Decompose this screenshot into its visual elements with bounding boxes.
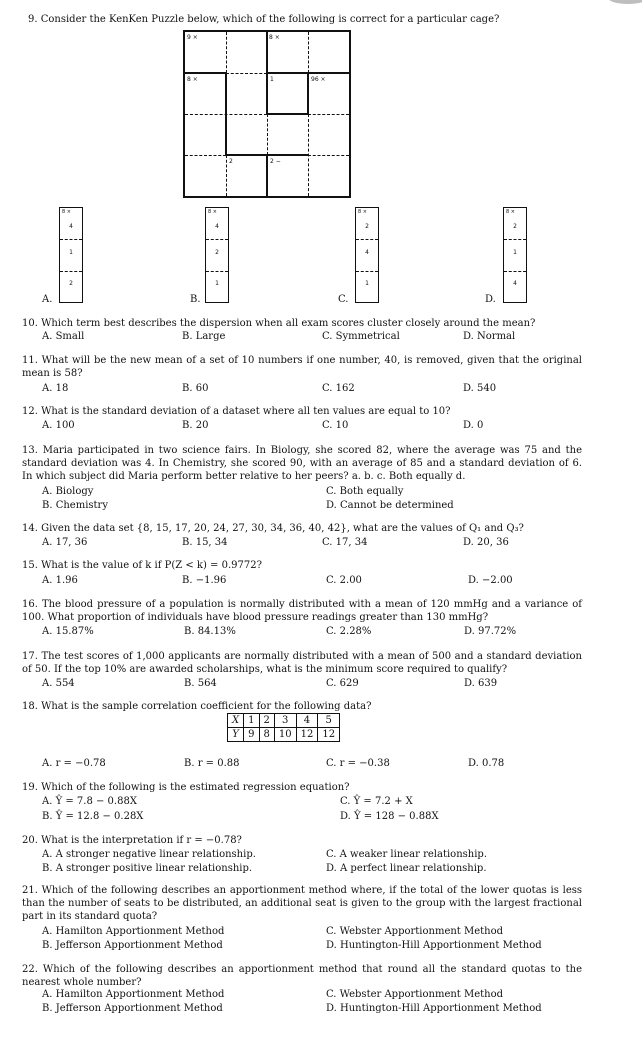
q20-text: 20. What is the interpretation if r = −0.78? [22, 835, 242, 846]
q15-option-c: C. 2.00 [326, 575, 362, 586]
cage-label: 8 × [187, 76, 198, 83]
option-letter: D. [485, 294, 496, 305]
table-header-y: Y [228, 728, 244, 742]
q12-option-c: C. 10 [322, 420, 349, 431]
q14-option-b: B. 15, 34 [182, 537, 228, 548]
q21-option-d: D. Huntington-Hill Apportionment Method [326, 940, 542, 951]
cage-label: 8 × [208, 209, 217, 215]
q13-option-c: C. Both equally [326, 486, 404, 497]
table-header-x: X [228, 714, 244, 728]
cage-value: 2 [365, 223, 369, 230]
option-letter: B. [190, 294, 201, 305]
q13-option-a: A. Biology [42, 486, 94, 497]
q10-text: 10. Which term best describes the dispersion when all exam scores cluster closely around the mean? [22, 318, 536, 329]
q15-option-d: D. −2.00 [468, 575, 513, 586]
q22-option-a: A. Hamilton Apportionment Method [42, 989, 225, 1000]
q11-option-d: D. 540 [463, 383, 497, 394]
page-corner-shadow [608, 0, 642, 4]
q10-option-c: C. Symmetrical [322, 331, 400, 342]
q18-option-a: A. r = −0.78 [42, 758, 106, 769]
table-cell: 12 [296, 728, 318, 742]
q22-option-d: D. Huntington-Hill Apportionment Method [326, 1003, 542, 1014]
q19-option-a: A. Ŷ = 7.8 − 0.88X [42, 796, 137, 807]
q20-option-c: C. A weaker linear relationship. [326, 849, 487, 860]
cage-label: 2 − [270, 158, 281, 165]
cage-value: 2 [215, 249, 219, 256]
table-row [228, 714, 340, 728]
cage-value: 1 [215, 280, 219, 287]
q15-text: 15. What is the value of k if P(Z < k) = 0.9772? [22, 560, 262, 571]
cage-label: 1 [270, 76, 274, 83]
cage-label: 9 × [187, 34, 198, 41]
option-letter: C. [338, 294, 349, 305]
q16-option-c: C. 2.28% [326, 626, 372, 637]
cage-value: 4 [69, 223, 73, 230]
q17-option-d: D. 639 [464, 678, 498, 689]
q19-option-b: B. Ŷ = 12.8 − 0.28X [42, 811, 144, 822]
q21-text: 21. Which of the following describes an apportionment method where, if the total of the lower quotas is less than the number of seats to be distributed, an additional seat is given to the group with the largest fractional part in its standard quota? [22, 885, 582, 922]
q22-option-c: C. Webster Apportionment Method [326, 989, 504, 1000]
q21-option-c: C. Webster Apportionment Method [326, 926, 504, 937]
table-cell: 2 [259, 714, 274, 728]
q10-option-a: A. Small [42, 331, 85, 342]
q17-option-c: C. 629 [326, 678, 359, 689]
table-cell: 1 [244, 714, 259, 728]
cage-label: 8 × [506, 209, 515, 215]
table-cell: 12 [318, 728, 340, 742]
q22-option-b: B. Jefferson Apportionment Method [42, 1003, 223, 1014]
cage-value: 1 [69, 249, 73, 256]
q9-text: 9. Consider the KenKen Puzzle below, which of the following is correct for a particular cage? [28, 14, 500, 25]
option-b-cage [205, 207, 229, 303]
q20-option-b: B. A stronger positive linear relationship. [42, 863, 253, 874]
table-cell: 3 [274, 714, 296, 728]
cage-label: 8 × [269, 34, 280, 41]
q14-option-d: D. 20, 36 [463, 537, 509, 548]
q13-text: 13. Maria participated in two science fairs. In Biology, she scored 82, where the average was 75 and the standard deviation was 4. In Chemistry, she scored 90, with an average of 85 and a standard deviation of 6. In which subject did Maria perform better relative to her peers? a. b. c. Both equally d. [22, 445, 582, 482]
q19-option-c: C. Ŷ = 7.2 + X [340, 796, 413, 807]
table-cell: 10 [274, 728, 296, 742]
q16-option-d: D. 97.72% [464, 626, 517, 637]
table-row [228, 728, 340, 742]
q12-option-a: A. 100 [42, 420, 75, 431]
cage-label: 2 [229, 158, 233, 165]
q17-option-b: B. 564 [184, 678, 217, 689]
q16-option-a: A. 15.87% [42, 626, 94, 637]
table-cell: 9 [244, 728, 259, 742]
q16-text: 16. The blood pressure of a population is normally distributed with a mean of 120 mmHg and a variance of 100. What proportion of individuals have blood pressure readings greater than 130 mmHg? [22, 599, 582, 623]
kenken-grid [183, 30, 351, 198]
q14-option-c: C. 17, 34 [322, 537, 368, 548]
q15-option-b: B. −1.96 [182, 575, 227, 586]
option-d-cage [503, 207, 527, 303]
q19-text: 19. Which of the following is the estimated regression equation? [22, 782, 350, 793]
q20-option-a: A. A stronger negative linear relationship. [42, 849, 256, 860]
q20-option-d: D. A perfect linear relationship. [326, 863, 487, 874]
option-a-cage [59, 207, 83, 303]
q17-text: 17. The test scores of 1,000 applicants are normally distributed with a mean of 500 and a standard deviation of 50. If the top 10% are awarded scholarships, what is the minimum score required to qualify? [22, 651, 582, 675]
q18-option-c: C. r = −0.38 [326, 758, 390, 769]
table-cell: 4 [296, 714, 318, 728]
q11-option-b: B. 60 [182, 383, 209, 394]
cage-value: 4 [215, 223, 219, 230]
cage-value: 2 [513, 223, 517, 230]
q10-option-d: D. Normal [463, 331, 516, 342]
q15-option-a: A. 1.96 [42, 575, 78, 586]
option-letter: A. [42, 294, 53, 305]
table-cell: 8 [259, 728, 274, 742]
q21-option-a: A. Hamilton Apportionment Method [42, 926, 225, 937]
cage-label: 96 × [311, 76, 326, 83]
q11-option-a: A. 18 [42, 383, 69, 394]
q18-option-d: D. 0.78 [468, 758, 505, 769]
data-table [227, 713, 340, 742]
q18-text: 18. What is the sample correlation coefficient for the following data? [22, 701, 372, 712]
q16-option-b: B. 84.13% [184, 626, 236, 637]
cage-label: 8 × [62, 209, 71, 215]
q14-text: 14. Given the data set {8, 15, 17, 20, 24, 27, 30, 34, 36, 40, 42}, what are the values of Q₁ and Q₃? [22, 523, 524, 534]
q12-text: 12. What is the standard deviation of a dataset where all ten values are equal to 10? [22, 406, 451, 417]
q11-option-c: C. 162 [322, 383, 355, 394]
cage-label: 8 × [358, 209, 367, 215]
cage-value: 1 [513, 249, 517, 256]
q13-option-b: B. Chemistry [42, 500, 108, 511]
q14-option-a: A. 17, 36 [42, 537, 88, 548]
cage-value: 4 [513, 280, 517, 287]
q22-text: 22. Which of the following describes an apportionment method that round all the standard quotas to the nearest whole number? [22, 964, 582, 988]
cage-value: 4 [365, 249, 369, 256]
q10-option-b: B. Large [182, 331, 226, 342]
cage-value: 2 [69, 280, 73, 287]
q12-option-b: B. 20 [182, 420, 209, 431]
q19-option-d: D. Ŷ = 128 − 0.88X [340, 811, 439, 822]
q17-option-a: A. 554 [42, 678, 75, 689]
q12-option-d: D. 0 [463, 420, 484, 431]
cage-value: 1 [365, 280, 369, 287]
q13-option-d: D. Cannot be determined [326, 500, 454, 511]
q18-option-b: B. r = 0.88 [184, 758, 240, 769]
q21-option-b: B. Jefferson Apportionment Method [42, 940, 223, 951]
q11-text: 11. What will be the new mean of a set of 10 numbers if one number, 40, is removed, given that the original mean is 58? [22, 355, 582, 379]
table-cell: 5 [318, 714, 340, 728]
option-c-cage [355, 207, 379, 303]
